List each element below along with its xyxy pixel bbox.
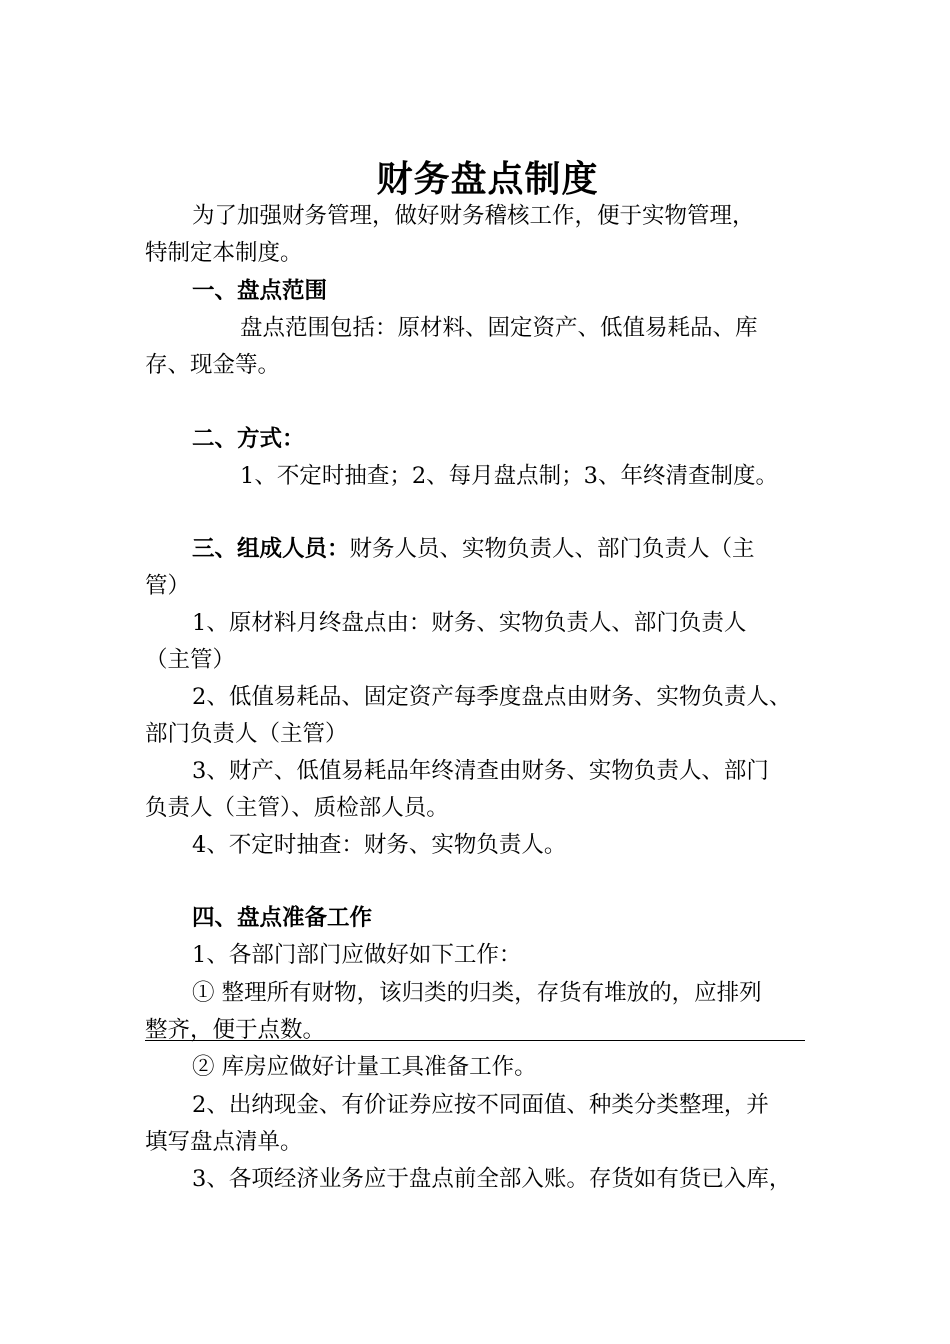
intro-line-1: 为了加强财务管理，做好财务稽核工作，便于实物管理，	[192, 203, 755, 229]
intro-line-2: 特制定本制度。	[145, 240, 303, 266]
section-4-sub-1-line-2: 整齐，便于点数。	[145, 1017, 326, 1043]
section-4-heading: 四、盘点准备工作	[192, 905, 373, 931]
section-3-heading-line-2: 管）	[145, 573, 191, 599]
section-4-item-1: 1、各部门部门应做好如下工作：	[192, 942, 522, 968]
section-3-item-1-line-2: （主管）	[145, 647, 236, 673]
section-3-item-4: 4、不定时抽查：财务、实物负责人。	[192, 832, 567, 858]
section-1-heading: 一、盘点范围	[192, 278, 328, 304]
section-3-heading-rest: 财务人员、实物负责人、部门负责人（主	[349, 536, 755, 562]
section-4-item-3-line-1: 3、各项经济业务应于盘点前全部入账。存货如有货已入库，	[192, 1166, 792, 1192]
section-3-heading-line	[192, 531, 882, 568]
section-3-item-3-line-2: 负责人（主管）、质检部人员。	[145, 795, 449, 821]
section-3-item-3-line-1: 3、财产、低值易耗品年终清查由财务、实物负责人、部门	[192, 758, 769, 784]
underline-rule	[145, 1040, 805, 1041]
section-2-body: 1、不定时抽查；2、每月盘点制；3、年终清查制度。	[240, 463, 778, 489]
section-1-body-line-1: 盘点范围包括：原材料、固定资产、低值易耗品、库	[240, 315, 758, 341]
section-3-heading: 三、组成人员：	[192, 536, 350, 562]
section-1-body-line-2: 存、现金等。	[145, 352, 281, 378]
section-3-item-2-line-1: 2、低值易耗品、固定资产每季度盘点由财务、实物负责人、	[192, 684, 792, 710]
document-title: 财务盘点制度	[376, 158, 599, 200]
section-4-item-2-line-1: 2、出纳现金、有价证券应按不同面值、种类分类整理，并	[192, 1092, 769, 1118]
section-4-sub-1-line-1: ① 整理所有财物，该归类的归类，存货有堆放的，应排列	[192, 980, 762, 1006]
section-4-sub-2: ② 库房应做好计量工具准备工作。	[192, 1054, 537, 1080]
section-4-item-2-line-2: 填写盘点清单。	[145, 1129, 303, 1155]
section-2-heading: 二、方式：	[192, 426, 305, 452]
section-3-item-2-line-2: 部门负责人（主管）	[145, 721, 348, 747]
section-3-item-1-line-1: 1、原材料月终盘点由：财务、实物负责人、部门负责人	[192, 610, 747, 636]
